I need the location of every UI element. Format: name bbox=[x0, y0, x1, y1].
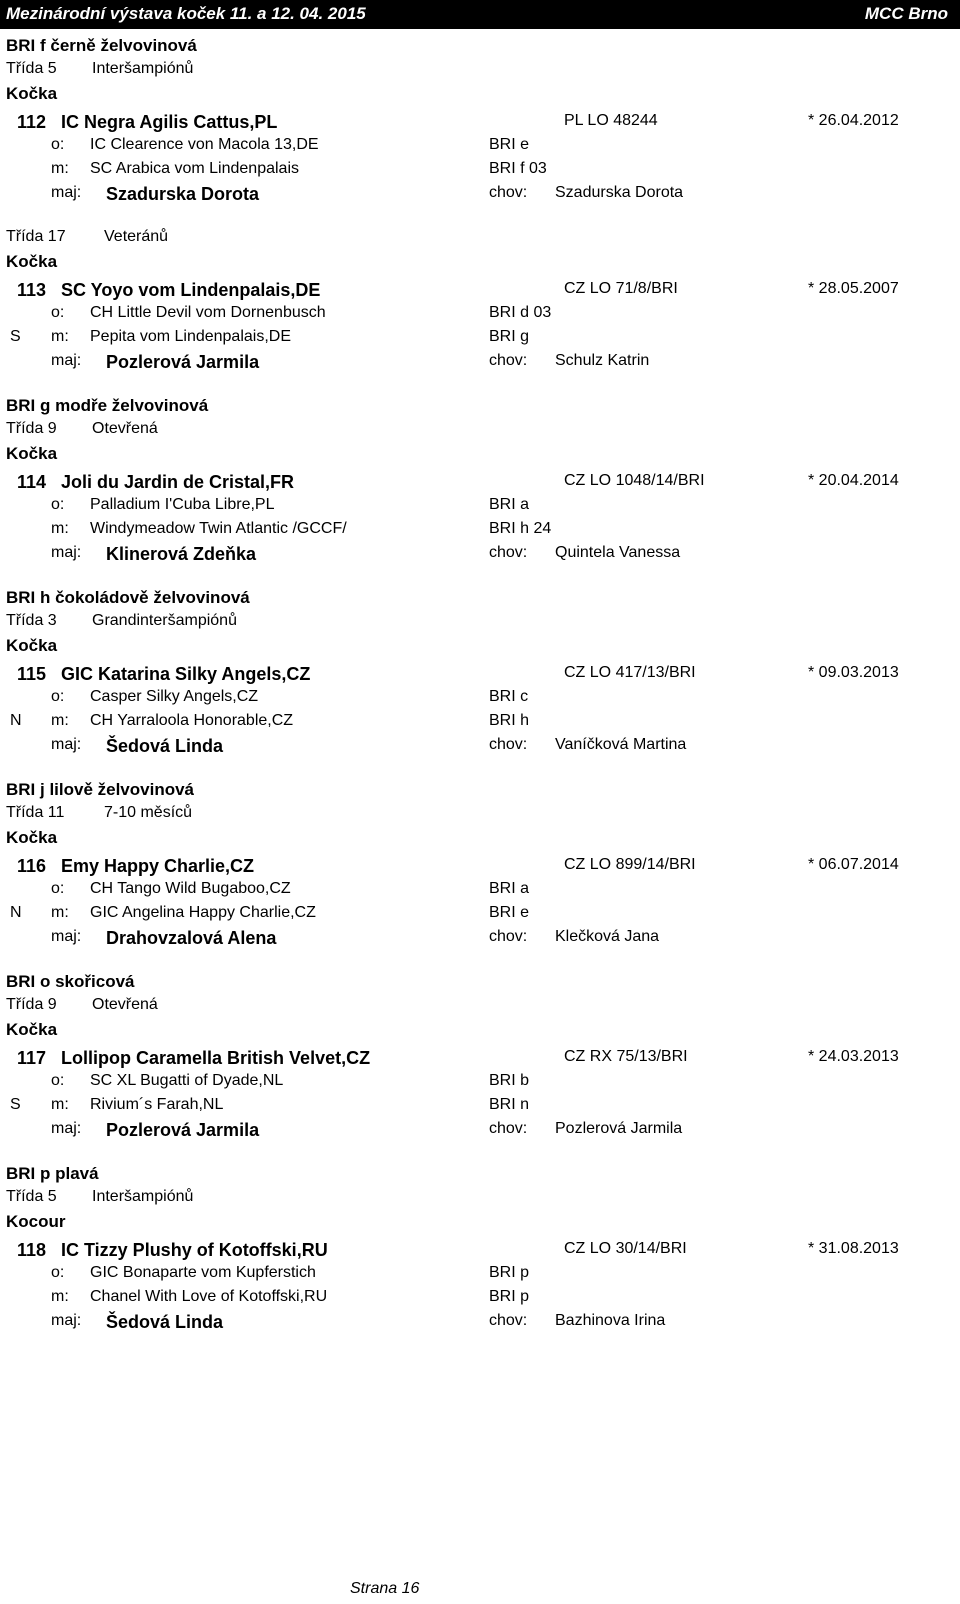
mother-label: m: bbox=[51, 520, 69, 537]
sex-marker: N bbox=[10, 712, 22, 729]
birth-date: * 09.03.2013 bbox=[808, 664, 899, 681]
breeder-label: chov: bbox=[489, 1120, 528, 1137]
spacer bbox=[0, 380, 960, 396]
father-row bbox=[0, 880, 960, 904]
gender-header bbox=[0, 84, 960, 108]
color-group-title: BRI o skořicová bbox=[6, 972, 135, 991]
registration-number: CZ RX 75/13/BRI bbox=[564, 1048, 688, 1065]
mother-name: Chanel With Love of Kotoffski,RU bbox=[90, 1288, 328, 1305]
owner-name: Szadurska Dorota bbox=[106, 184, 260, 204]
cat-entry-title bbox=[0, 280, 960, 304]
gender-label: Kočka bbox=[6, 828, 58, 847]
registration-number: CZ LO 899/14/BRI bbox=[564, 856, 696, 873]
header-title: Mezinárodní výstava koček 11. a 12. 04. 2015 bbox=[6, 4, 366, 23]
class-number: Třída 9 bbox=[6, 420, 57, 437]
father-name: CH Tango Wild Bugaboo,CZ bbox=[90, 880, 291, 897]
sex-marker: S bbox=[10, 328, 21, 345]
gender-label: Kočka bbox=[6, 84, 58, 103]
breeder-label: chov: bbox=[489, 928, 528, 945]
header-organizer: MCC Brno bbox=[864, 4, 948, 23]
color-group-title: BRI p plavá bbox=[6, 1164, 99, 1183]
cat-name: GIC Katarina Silky Angels,CZ bbox=[61, 664, 311, 684]
mother-name: CH Yarraloola Honorable,CZ bbox=[90, 712, 294, 729]
page-header bbox=[0, 0, 960, 29]
cat-number: 114 bbox=[17, 472, 47, 492]
class-header bbox=[0, 420, 960, 444]
breeder-name: Vaníčková Martina bbox=[555, 736, 687, 753]
color-group-title: BRI h čokoládově želvovinová bbox=[6, 588, 250, 607]
color-group-title: BRI g modře želvovinová bbox=[6, 396, 209, 415]
father-ems: BRI c bbox=[489, 688, 529, 705]
father-name: IC Clearence von Macola 13,DE bbox=[90, 136, 319, 153]
gender-header bbox=[0, 252, 960, 276]
class-name: Interšampiónů bbox=[92, 60, 194, 77]
breeder-label: chov: bbox=[489, 184, 528, 201]
father-row bbox=[0, 496, 960, 520]
birth-date: * 28.05.2007 bbox=[808, 280, 899, 297]
mother-ems: BRI h 24 bbox=[489, 520, 552, 537]
breeder-name: Klečková Jana bbox=[555, 928, 660, 945]
father-label: o: bbox=[51, 136, 65, 153]
breeder-name: Bazhinova Irina bbox=[555, 1312, 666, 1329]
cat-name: IC Negra Agilis Cattus,PL bbox=[61, 112, 278, 132]
father-ems: BRI a bbox=[489, 880, 530, 897]
father-label: o: bbox=[51, 1264, 65, 1281]
mother-ems: BRI n bbox=[489, 1096, 530, 1113]
class-number: Třída 9 bbox=[6, 996, 57, 1013]
color-header bbox=[0, 396, 960, 420]
color-header bbox=[0, 972, 960, 996]
class-name: Veteránů bbox=[104, 228, 169, 245]
breeder-name: Pozlerová Jarmila bbox=[555, 1120, 683, 1137]
gender-header bbox=[0, 636, 960, 660]
class-number: Třída 3 bbox=[6, 612, 57, 629]
catalog-content bbox=[0, 36, 960, 1340]
owner-label: maj: bbox=[51, 736, 82, 753]
breeder-label: chov: bbox=[489, 1312, 528, 1329]
class-name: Grandinteršampiónů bbox=[92, 612, 237, 629]
mother-label: m: bbox=[51, 1096, 69, 1113]
owner-label: maj: bbox=[51, 1120, 82, 1137]
mother-label: m: bbox=[51, 328, 69, 345]
owner-row bbox=[0, 1120, 960, 1148]
color-header bbox=[0, 588, 960, 612]
father-ems: BRI p bbox=[489, 1264, 530, 1281]
mother-name: SC Arabica vom Lindenpalais bbox=[90, 160, 300, 177]
father-name: Palladium I'Cuba Libre,PL bbox=[90, 496, 275, 513]
spacer bbox=[0, 572, 960, 588]
class-number: Třída 5 bbox=[6, 60, 57, 77]
mother-ems: BRI h bbox=[489, 712, 530, 729]
cat-name: Joli du Jardin de Cristal,FR bbox=[61, 472, 295, 492]
cat-number: 116 bbox=[17, 856, 47, 876]
gender-label: Kočka bbox=[6, 444, 58, 463]
registration-number: CZ LO 417/13/BRI bbox=[564, 664, 696, 681]
father-row bbox=[0, 1264, 960, 1288]
gender-label: Kočka bbox=[6, 636, 58, 655]
owner-name: Pozlerová Jarmila bbox=[106, 352, 260, 372]
class-name: Otevřená bbox=[92, 996, 158, 1013]
father-ems: BRI e bbox=[489, 136, 530, 153]
color-group-title: BRI f černě želvovinová bbox=[6, 36, 197, 55]
cat-entry-title bbox=[0, 1048, 960, 1072]
owner-name: Drahovzalová Alena bbox=[106, 928, 277, 948]
cat-number: 115 bbox=[17, 664, 47, 684]
color-group-title: BRI j lilově želvovinová bbox=[6, 780, 195, 799]
breeder-name: Szadurska Dorota bbox=[555, 184, 684, 201]
cat-entry-title bbox=[0, 856, 960, 880]
class-header bbox=[0, 228, 960, 252]
sex-marker: S bbox=[10, 1096, 21, 1113]
gender-label: Kočka bbox=[6, 252, 58, 271]
father-ems: BRI d 03 bbox=[489, 304, 552, 321]
owner-name: Šedová Linda bbox=[106, 1312, 224, 1332]
mother-name: GIC Angelina Happy Charlie,CZ bbox=[90, 904, 316, 921]
breeder-name: Schulz Katrin bbox=[555, 352, 650, 369]
mother-name: Rivium´s Farah,NL bbox=[90, 1096, 224, 1113]
cat-name: IC Tizzy Plushy of Kotoffski,RU bbox=[61, 1240, 328, 1260]
cat-entry-title bbox=[0, 664, 960, 688]
mother-label: m: bbox=[51, 1288, 69, 1305]
breeder-label: chov: bbox=[489, 736, 528, 753]
cat-entry-title bbox=[0, 1240, 960, 1264]
mother-label: m: bbox=[51, 160, 69, 177]
gender-header bbox=[0, 444, 960, 468]
cat-entry-title bbox=[0, 112, 960, 136]
father-ems: BRI b bbox=[489, 1072, 530, 1089]
owner-label: maj: bbox=[51, 184, 82, 201]
cat-number: 113 bbox=[17, 280, 47, 300]
birth-date: * 31.08.2013 bbox=[808, 1240, 899, 1257]
father-row bbox=[0, 1072, 960, 1096]
cat-entry-title bbox=[0, 472, 960, 496]
cat-number: 112 bbox=[17, 112, 47, 132]
color-header bbox=[0, 780, 960, 804]
spacer bbox=[0, 956, 960, 972]
father-label: o: bbox=[51, 304, 65, 321]
class-name: Interšampiónů bbox=[92, 1188, 194, 1205]
father-name: CH Little Devil vom Dornenbusch bbox=[90, 304, 326, 321]
spacer bbox=[0, 764, 960, 780]
class-header bbox=[0, 612, 960, 636]
father-row bbox=[0, 304, 960, 328]
registration-number: CZ LO 30/14/BRI bbox=[564, 1240, 687, 1257]
class-header bbox=[0, 1188, 960, 1212]
class-number: Třída 11 bbox=[6, 804, 65, 821]
owner-row bbox=[0, 736, 960, 764]
gender-label: Kočka bbox=[6, 1020, 58, 1039]
father-ems: BRI a bbox=[489, 496, 530, 513]
owner-name: Klinerová Zdeňka bbox=[106, 544, 257, 564]
class-number: Třída 5 bbox=[6, 1188, 57, 1205]
father-row bbox=[0, 136, 960, 160]
mother-label: m: bbox=[51, 712, 69, 729]
cat-number: 118 bbox=[17, 1240, 47, 1260]
owner-row bbox=[0, 352, 960, 380]
mother-row bbox=[0, 1288, 960, 1312]
mother-row bbox=[0, 1096, 960, 1120]
mother-ems: BRI g bbox=[489, 328, 530, 345]
class-name: 7-10 měsíců bbox=[104, 804, 193, 821]
owner-name: Šedová Linda bbox=[106, 736, 224, 756]
owner-row bbox=[0, 544, 960, 572]
cat-name: Lollipop Caramella British Velvet,CZ bbox=[61, 1048, 371, 1068]
father-label: o: bbox=[51, 688, 65, 705]
gender-header bbox=[0, 1212, 960, 1236]
class-name: Otevřená bbox=[92, 420, 158, 437]
cat-name: Emy Happy Charlie,CZ bbox=[61, 856, 255, 876]
registration-number: CZ LO 71/8/BRI bbox=[564, 280, 678, 297]
father-name: Casper Silky Angels,CZ bbox=[90, 688, 259, 705]
birth-date: * 24.03.2013 bbox=[808, 1048, 899, 1065]
owner-row bbox=[0, 1312, 960, 1340]
page-number: Strana 16 bbox=[350, 1580, 420, 1597]
mother-label: m: bbox=[51, 904, 69, 921]
father-name: SC XL Bugatti of Dyade,NL bbox=[90, 1072, 284, 1089]
mother-row bbox=[0, 904, 960, 928]
father-label: o: bbox=[51, 496, 65, 513]
class-header bbox=[0, 804, 960, 828]
mother-ems: BRI e bbox=[489, 904, 530, 921]
gender-label: Kocour bbox=[6, 1212, 66, 1231]
owner-label: maj: bbox=[51, 928, 82, 945]
gender-header bbox=[0, 828, 960, 852]
mother-name: Pepita vom Lindenpalais,DE bbox=[90, 328, 292, 345]
father-name: GIC Bonaparte vom Kupferstich bbox=[90, 1264, 316, 1281]
sex-marker: N bbox=[10, 904, 22, 921]
class-header bbox=[0, 996, 960, 1020]
owner-row bbox=[0, 928, 960, 956]
mother-row bbox=[0, 712, 960, 736]
birth-date: * 26.04.2012 bbox=[808, 112, 899, 129]
mother-ems: BRI f 03 bbox=[489, 160, 547, 177]
owner-label: maj: bbox=[51, 352, 82, 369]
cat-number: 117 bbox=[17, 1048, 47, 1068]
registration-number: PL LO 48244 bbox=[564, 112, 658, 129]
breeder-label: chov: bbox=[489, 544, 528, 561]
owner-name: Pozlerová Jarmila bbox=[106, 1120, 260, 1140]
father-label: o: bbox=[51, 1072, 65, 1089]
mother-name: Windymeadow Twin Atlantic /GCCF/ bbox=[90, 520, 347, 537]
color-header bbox=[0, 36, 960, 60]
father-label: o: bbox=[51, 880, 65, 897]
cat-name: SC Yoyo vom Lindenpalais,DE bbox=[61, 280, 321, 300]
gender-header bbox=[0, 1020, 960, 1044]
registration-number: CZ LO 1048/14/BRI bbox=[564, 472, 705, 489]
breeder-label: chov: bbox=[489, 352, 528, 369]
spacer bbox=[0, 1148, 960, 1164]
father-row bbox=[0, 688, 960, 712]
spacer bbox=[0, 212, 960, 228]
mother-row bbox=[0, 520, 960, 544]
class-number: Třída 17 bbox=[6, 228, 66, 245]
mother-row bbox=[0, 160, 960, 184]
class-header bbox=[0, 60, 960, 84]
birth-date: * 20.04.2014 bbox=[808, 472, 899, 489]
owner-label: maj: bbox=[51, 1312, 82, 1329]
owner-label: maj: bbox=[51, 544, 82, 561]
color-header bbox=[0, 1164, 960, 1188]
birth-date: * 06.07.2014 bbox=[808, 856, 899, 873]
mother-row bbox=[0, 328, 960, 352]
breeder-name: Quintela Vanessa bbox=[555, 544, 681, 561]
owner-row bbox=[0, 184, 960, 212]
mother-ems: BRI p bbox=[489, 1288, 530, 1305]
